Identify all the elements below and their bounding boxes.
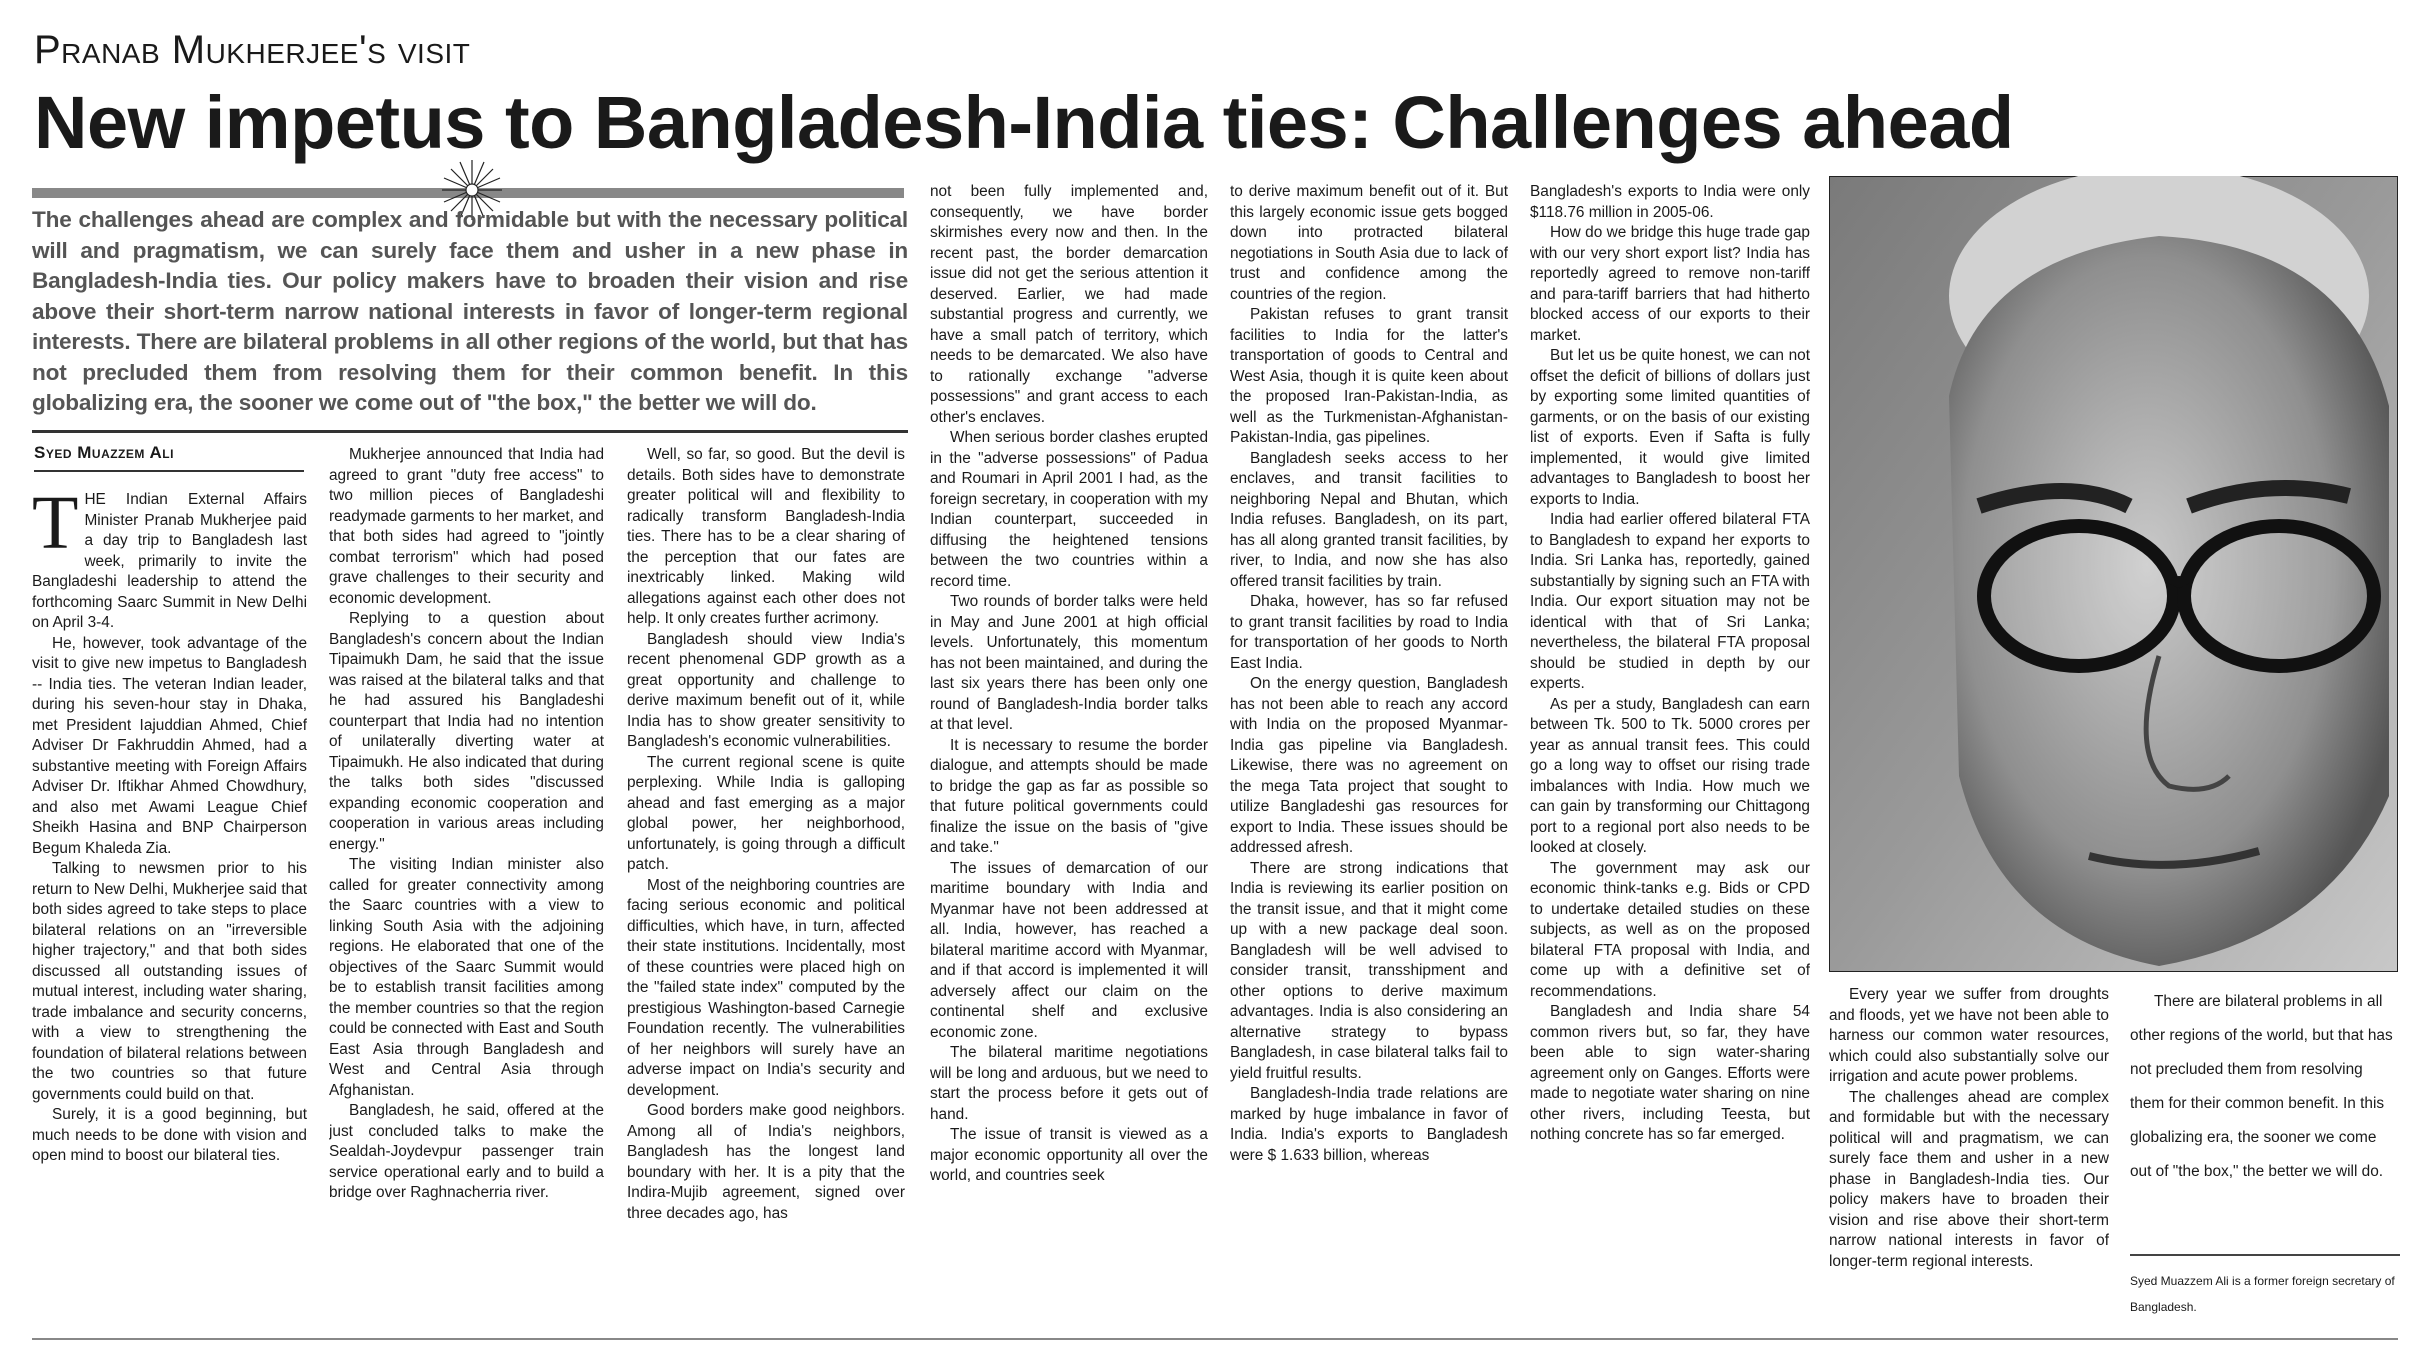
paragraph: There are strong indications that India is reviewing its earlier position on the transit issue, and that it might come up with a new package deal soon. Bangladesh will be well advised to consider transit, transshipment and other options to derive maximum advantages. India is also considering an alternative strategy to bypass Bangladesh, in case bilateral talks fail to yield fruitful results. [1230,859,1508,1082]
author-note: Syed Muazzem Ali is a former foreign secretary of Bangladesh. [2130,1274,2395,1314]
kicker [34,28,470,73]
paragraph: Replying to a question about Bangladesh's concern about the Indian Tipaimukh Dam, he said that the issue was raised at the bilateral talks and that he had assured his Bangladeshi counterpart that India had no intention of unilaterally diverting water at Tipaimukh. He also indicated that during the talks both sides "discussed expanding economic cooperation and cooperation in various areas including energy." [329,610,604,853]
column-5 [1230,182,1508,1340]
column-6 [1530,182,1810,1340]
paragraph: The government may ask our economic think-tanks e.g. Bids or CPD to undertake detailed studies on these subjects, as well as on the proposed bilateral FTA proposal with India, and come up with a definitive set of recommendations. [1530,859,1810,1000]
paragraph: Two rounds of border talks were held in May and June 2001 at high official levels. Unfortunately, this momentum has not been maintained, and during the last six years there has been only one round of Bangladesh-India border talks at that level. [930,593,1208,733]
paragraph: Every year we suffer from droughts and floods, yet we have not been able to harness our common water resources, which could also substantially solve our irrigation and acute power problems. [1829,986,2109,1085]
paragraph: Dhaka, however, has so far refused to grant transit facilities by road to India for transportation of her goods to North East India. [1230,593,1508,672]
paragraph: Bangladesh should view India's recent phenomenal GDP growth as a great opportunity and challenge to derive maximum benefit out of it, while India has to show greater sensitivity to Bangladesh's economic vulnerabilities. [627,630,905,750]
paragraph: Pakistan refuses to grant transit facilities to India for the latter's transportation of goods to Central and West Asia, though it is quite keen about the proposed Iran-Pakistan-India, as well as the Turkmenistan-Afghanistan-Pakistan-India, gas pipelines. [1230,306,1508,446]
headline: New impetus to Bangladesh-India ties: Challenges ahead [34,81,2014,164]
paragraph [32,490,307,634]
paragraph: On the energy question, Bangladesh has not been able to reach any accord with India on the proposed Myanmar-India gas pipeline via Bangladesh. Likewise, there was no agreement on the mega Tata project that sought to utilize Bangladeshi gas resources for export to India. These issues should be addressed afresh. [1230,675,1508,856]
paragraph: Good borders make good neighbors. Among all of India's neighbors, Bangladesh has the longest land boundary with her. It is a pity that the Indira-Mujib agreement, signed over three decades ago, has [627,1102,905,1222]
paragraph: not been fully implemented and, consequently, we have border skirmishes every now and then. In the recent past, the border demarcation issue did not get the serious attention it deserved. Earlier, we had made substantial progress and currently, we have a small patch of territory, which needs to be demarcated. We also have to rationally exchange "adverse possessions" and grant access to each other's enclaves. [930,183,1208,426]
paragraph: The bilateral maritime negotiations will be long and arduous, but we need to start the process before it gets out of hand. [930,1044,1208,1123]
paragraph: Bangladesh-India trade relations are marked by huge imbalance in favor of India. India's exports to Bangladesh were $ 1.633 billion, whereas [1230,1085,1508,1164]
paragraph: The challenges ahead are complex and formidable but with the necessary political will and pragmatism, we can surely face them and usher in a new phase in Bangladesh-India ties. Our policy makers have to broaden their vision and rise above their short-term narrow national interests in favor of longer-term regional interests. [1829,1088,2109,1270]
paragraph: The issues of demarcation of our maritime boundary with India and Myanmar have not been addressed at all. India, however, has reached a bilateral maritime accord with Myanmar, and if that accord is implemented it will adversely affect our claim on the continental shelf and exclusive economic zone. [930,859,1208,1041]
kicker-text: Pranab Mukherjee's visit [34,28,471,72]
paragraph: How do we bridge this huge trade gap with our very short export list? India has reportedly agreed to remove non-tariff and para-tariff barriers that had hitherto blocked access of our exports to their market. [1530,224,1810,344]
paragraph: As per a study, Bangladesh can earn between Tk. 500 to Tk. 5000 crores per year as annual transit fees. This could go a long way to offset our rising trade imbalances with India. How much we can gain by transforming our Chittagong port to a regional port also needs to be looked at closely. [1530,695,1810,856]
paragraph: to derive maximum benefit out of it. But this largely economic issue gets bogged down into protracted bilateral negotiations in South Asia due to lack of trust and confidence among the countries of the region. [1230,183,1508,303]
paragraph: Surely, it is a good beginning, but much needs to be done with vision and open mind to boost our bilateral ties. [32,1106,307,1164]
paragraph: Talking to newsmen prior to his return to New Delhi, Mukherjee said that both sides agreed to take steps to place bilateral relations on an "irreversible higher trajectory," and that both sides discussed all outstanding issues of mutual interest, including water sharing, trade imbalance and security concerns, with a view to strengthening the foundation of bilateral relations between the two countries so that future governments could build on that. [32,860,307,1103]
paragraph: India had earlier offered bilateral FTA to Bangladesh to expand her exports to India. Sri Lanka has, reportedly, gained substantially by signing such an FTA with India. Our export situation may not be identical with that of Sri Lanka; nevertheless, the bilateral FTA proposal should be studied in depth by our experts. [1530,511,1810,692]
paragraph: The visiting Indian minister also called for greater connectivity among the Saarc countries with a view to linking South Asia with the adjoining regions. He elaborated that one of the objectives of the Saarc Summit would be to establish transit facilities among the member countries so that the region could be connected with East and South East Asia through Bangladesh and West and Central Asia through Afghanistan. [329,856,604,1099]
paragraph: But let us be quite honest, we can not offset the deficit of billions of dollars just by exporting some limited quantities of garments, or on the basis of our existing list of exports. Even if Safta is fully implemented, it would give limited advantages to Bangladesh to boost her exports to India. [1530,347,1810,508]
author-note-rule [2130,1254,2400,1256]
paragraph: Bangladesh and India share 54 common rivers but, so far, they have been able to sign water-sharing agreement only on Ganges. Efforts were made to negotiate water sharing on nine other rivers, including Teesta, but nothing concrete has so far emerged. [1530,1003,1810,1143]
paragraph: Most of the neighboring countries are facing serious economic and political difficulties, which have, in turn, affected their state institutions. Incidentally, most of these countries were placed high on the "failed state index" computed by the prestigious Washington-based Carnegie Foundation recently. The vulnerabilities of her neighbors will surely have an adverse impact on India's security and development. [627,876,905,1099]
portrait-photo [1829,176,2398,972]
paragraph: Mukherjee announced that India had agreed to grant "duty free access" to two million pieces of Bangladeshi readymade garments to her market, and that both sides had agreed to "jointly combat terrorism" which had posed grave challenges to their security and economic development. [329,446,604,607]
paragraph: The current regional scene is quite perplexing. While India is galloping ahead and fast emerging as a major global power, her neighborhood, unfortunately, is going through a difficult patch. [627,753,905,873]
drop-cap: T [32,490,79,565]
column-1 [32,490,307,1340]
column-4 [930,182,1208,1340]
intro-bottom-rule [32,430,908,433]
paragraph: Bangladesh's exports to India were only $118.76 million in 2005-06. [1530,183,1810,221]
paragraph: Bangladesh seeks access to her enclaves, and transit facilities to neighboring Nepal and Bhutan, which India refuses. Bangladesh, on its part, has all along granted transit facilities, by river, to India, and now she has also offered transit facilities by train. [1230,449,1508,590]
byline-text: Syed Muazzem Ali [34,443,174,462]
bottom-rule [32,1338,2398,1340]
intro-deck: The challenges ahead are complex and formidable but with the necessary political will and pragmatism, we can surely face them and usher in a new phase in Bangladesh-India ties. Our policy makers have to broaden their vision and rise above their short-term narrow national interests in favor of longer-term regional interests. There are bilateral problems in all other regions of the world, but that has not precluded them from resolving them for their common benefit. In this globalizing era, the sooner we come out of "the box," the better we will do. [32,207,908,415]
paragraph: Bangladesh, he said, offered at the just concluded talks to make the Sealdah-Joydevpur passenger train service operational early and to build a bridge over Raghnacherria river. [329,1102,604,1201]
byline [34,443,174,463]
paragraph: Well, so far, so good. But the devil is details. Both sides have to demonstrate greater political will and flexibility to radically transform Bangladesh-India ties. There has to be a clear sharing of the perception that our fates are inextricably linked. Making wild allegations against each other does not help. It only creates further acrimony. [627,446,905,627]
paragraph: The issue of transit is viewed as a major economic opportunity all over the world, and countries seek [930,1126,1208,1184]
paragraph-text: HE Indian External Affairs Minister Pranab Mukherjee paid a day trip to Bangladesh last week, primarily to invite the Bangladeshi leadership to attend the forthcoming Saarc Summit in New Delhi on April 3-4. [32,491,307,631]
pull-quote [2130,985,2400,1189]
column-7 [1829,985,2109,1340]
paragraph: It is necessary to resume the border dialogue, and attempts should be made to bridge the gap as far as possible so that future political governments could finalize the issue on the basis of "give and take." [930,736,1208,856]
byline-rule [34,470,304,472]
paragraph: He, however, took advantage of the visit to give new impetus to Bangladesh -- India ties. The veteran Indian leader, during his seven-hour stay in Dhaka, met President Iajuddian Ahmed, Chief Adviser Dr Fakhruddin Ahmed, had a substantive meeting with Foreign Affairs Adviser Dr. Iftikhar Ahmed Chowdhury, and also met Awami League Chief Sheikh Hasina and BNP Chairperson Begum Khaleda Zia. [32,634,307,857]
column-3 [627,445,905,1340]
pull-quote-text: There are bilateral problems in all other regions of the world, but that has not precluded them from resolving them for their common benefit. In this globalizing era, the sooner we come out of "the box," the better we will do. [2130,993,2393,1180]
column-2 [329,445,604,1340]
paragraph: When serious border clashes erupted in the "adverse possessions" of Padua and Roumari in April 2001 I had, as the foreign secretary, in cooperation with my Indian counterpart, succeeded in diffusing the heightened tensions between the two countries within a record time. [930,429,1208,590]
